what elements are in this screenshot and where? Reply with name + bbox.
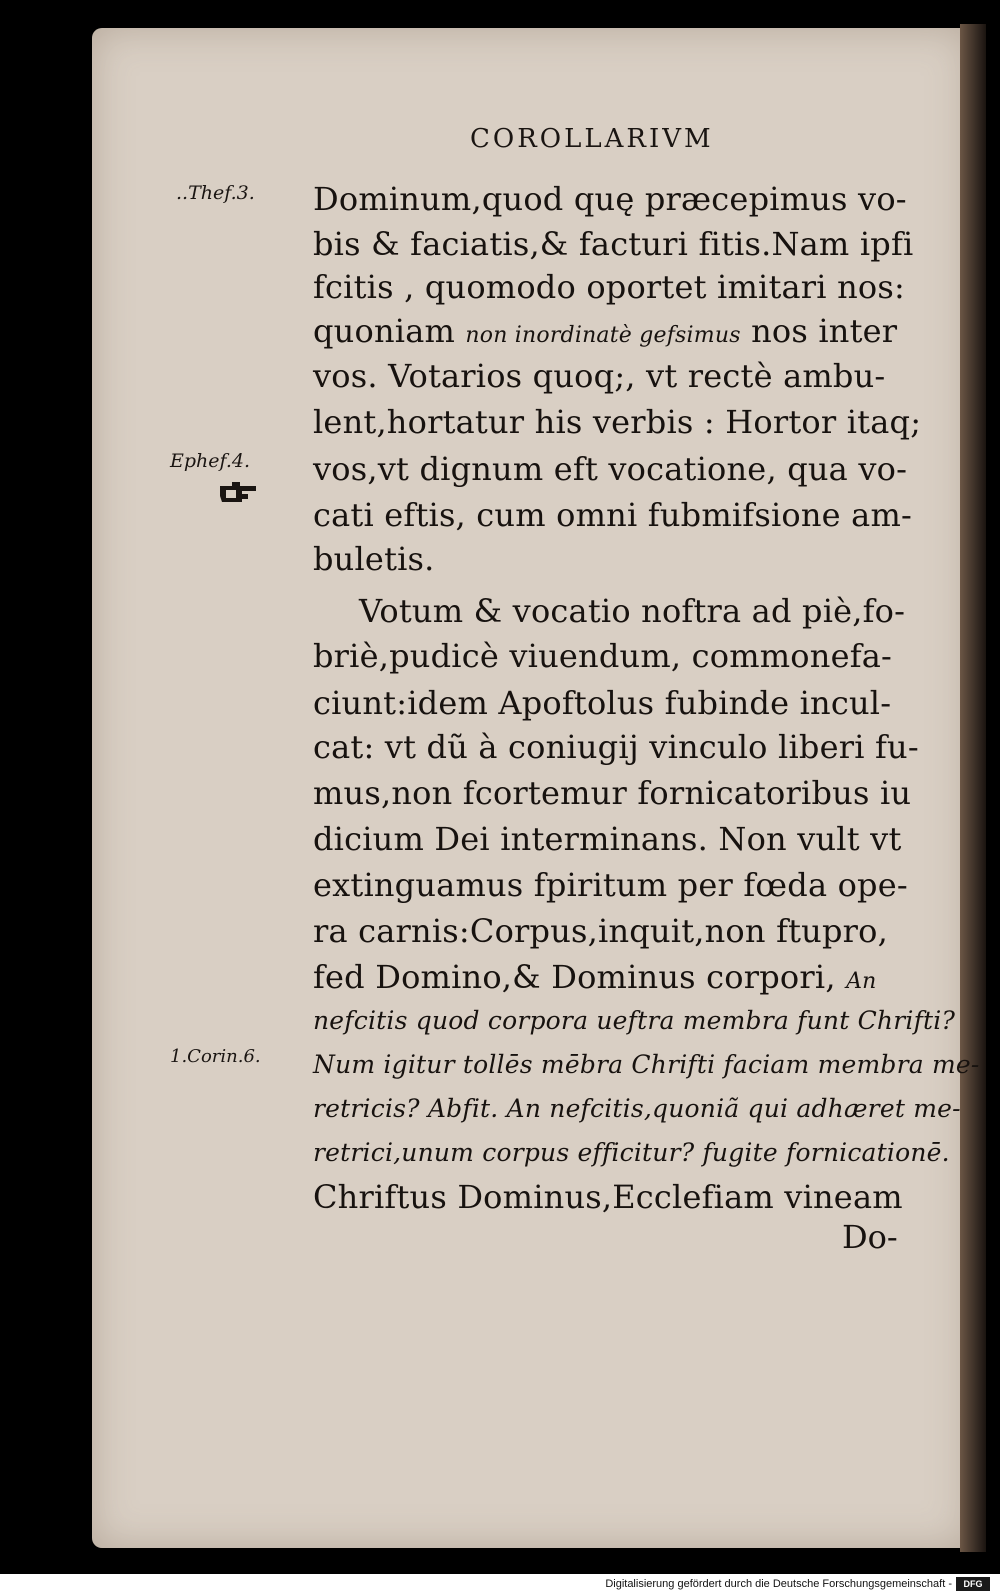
text-line: bis & faciatis,& facturi fitis.Nam ipfi <box>313 225 914 263</box>
text-line: cat: vt dũ à coniugij vinculo liberi fu- <box>313 728 919 766</box>
book-edge <box>960 24 986 1552</box>
text-line: extinguamus fpiritum per fœda ope- <box>313 866 908 904</box>
running-head: COROLLARIVM <box>470 124 714 154</box>
margin-note-thessalonians: ..Thef.3. <box>176 182 255 204</box>
italic-segment: An <box>846 969 877 994</box>
text-line: vos. Votarios quoq;, vt rectè ambu- <box>313 357 886 395</box>
text-line: Num igitur tollēs mēbra Chrifti faciam membra me- <box>313 1050 980 1079</box>
text-line: lent,hortatur his verbis : Hortor itaq; <box>313 403 922 441</box>
text-line: cati eftis, cum omni fubmifsione am- <box>313 496 913 534</box>
text-line: retrici,unum corpus efficitur? fugite fornicationē. <box>313 1138 950 1167</box>
text-line: buletis. <box>313 540 435 578</box>
italic-segment: non inordinatè gefsimus <box>465 323 741 348</box>
pointing-hand-icon <box>218 480 258 504</box>
text-line: fcitis , quomodo oportet imitari nos: <box>313 268 905 306</box>
dfg-logo: DFG <box>956 1577 990 1591</box>
text-line: Dominum,quod quę præcepimus vo- <box>313 180 907 218</box>
catchword: Do- <box>842 1218 898 1256</box>
text-segment: nos inter <box>740 312 898 350</box>
margin-note-corinthians: 1.Corin.6. <box>170 1046 261 1067</box>
text-line: briè,pudicè viuendum, commonefa- <box>313 637 893 675</box>
text-segment: quoniam <box>313 312 466 350</box>
margin-note-ephesians: Ephef.4. <box>170 450 251 472</box>
text-line: Chriftus Dominus,Ecclefiam vineam <box>313 1178 903 1216</box>
text-line: mus,non fcortemur fornicatoribus iu <box>313 774 912 812</box>
text-line: retricis? Abfit. An nefcitis,quoniã qui adhæret me- <box>313 1094 961 1123</box>
text-line: ra carnis:Corpus,inquit,non ftupro, <box>313 912 889 950</box>
text-line <box>313 958 877 996</box>
text-segment: fed Domino,& Dominus corpori, <box>313 958 847 996</box>
text-line <box>313 312 897 350</box>
footer-credit: Digitalisierung gefördert durch die Deutsche Forschungsgemeinschaft - <box>605 1578 952 1590</box>
text-line: dicium Dei interminans. Non vult vt <box>313 820 902 858</box>
text-line: vos,vt dignum eft vocatione, qua vo- <box>313 450 908 488</box>
text-line: Votum & vocatio noftra ad piè,fo- <box>359 592 906 630</box>
text-line: nefcitis quod corpora ueftra membra funt Chrifti? <box>313 1006 956 1035</box>
text-line: ciunt:idem Apoftolus fubinde incul- <box>313 684 892 722</box>
